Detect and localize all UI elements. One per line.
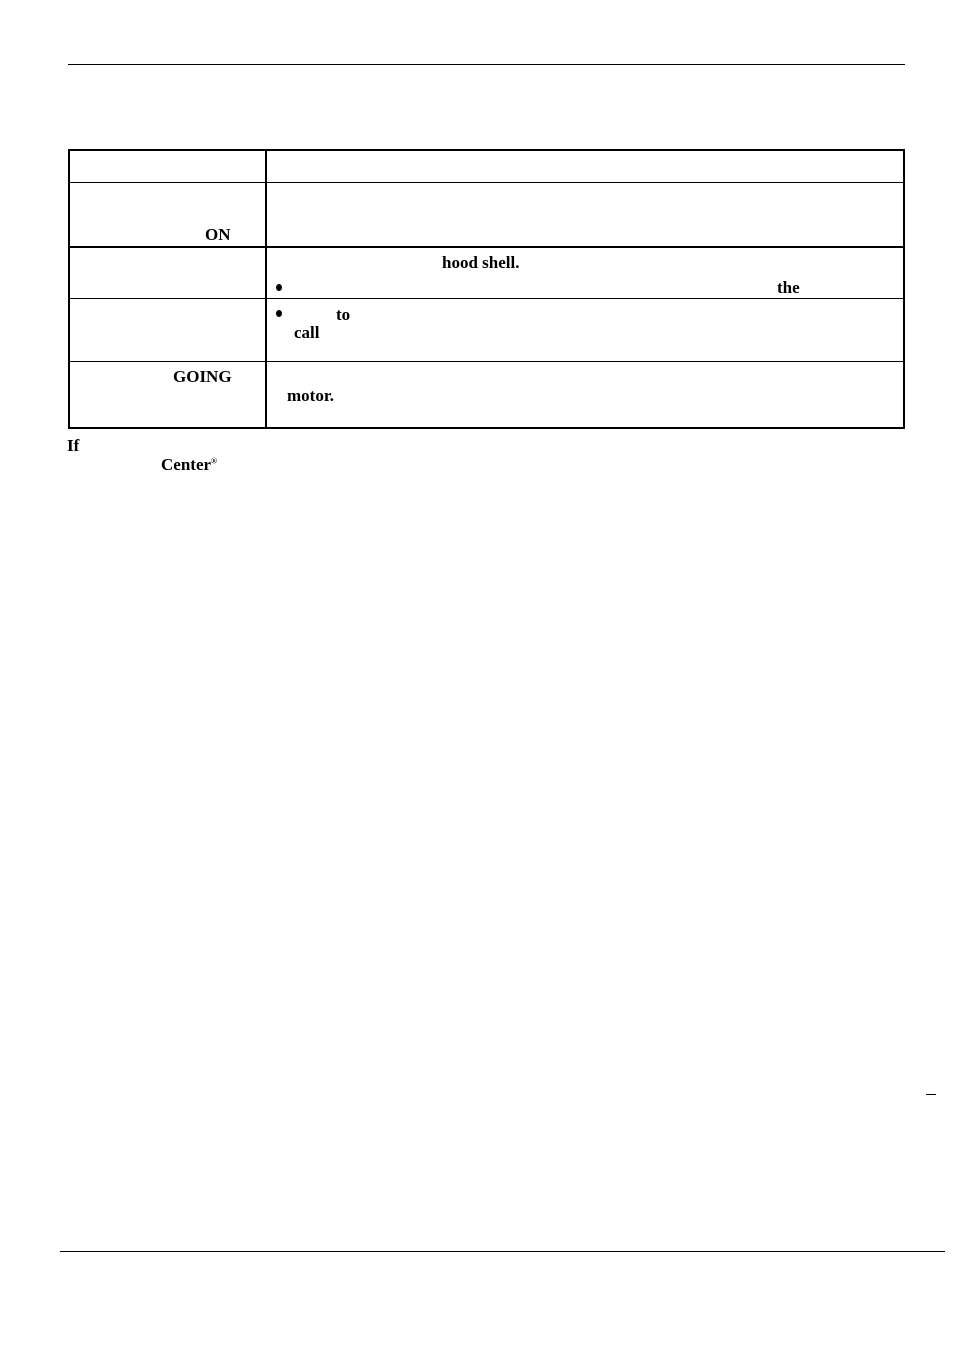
- table-cell-text: the: [777, 278, 800, 297]
- footnote-text: Center®: [161, 455, 218, 474]
- table-row-divider: [68, 298, 905, 299]
- table-cell-text: call: [294, 323, 320, 342]
- footer-rule: [60, 1251, 945, 1252]
- table-cell-text: GOING: [173, 367, 232, 386]
- table-cell-text: motor.: [287, 386, 335, 405]
- table-row-divider: [68, 361, 905, 362]
- table-cell-text: to: [336, 305, 351, 324]
- table-row-divider: [68, 246, 905, 248]
- table-cell-text: hood shell.: [442, 253, 520, 272]
- table-row-divider: [68, 182, 905, 183]
- header-rule: [68, 64, 905, 65]
- margin-mark: [926, 1094, 936, 1095]
- bullet-icon: [276, 284, 282, 291]
- table-cell-text: ON: [205, 225, 231, 244]
- table-column-divider: [265, 149, 267, 429]
- footnote-text: If: [67, 436, 80, 455]
- bullet-icon: [276, 310, 282, 317]
